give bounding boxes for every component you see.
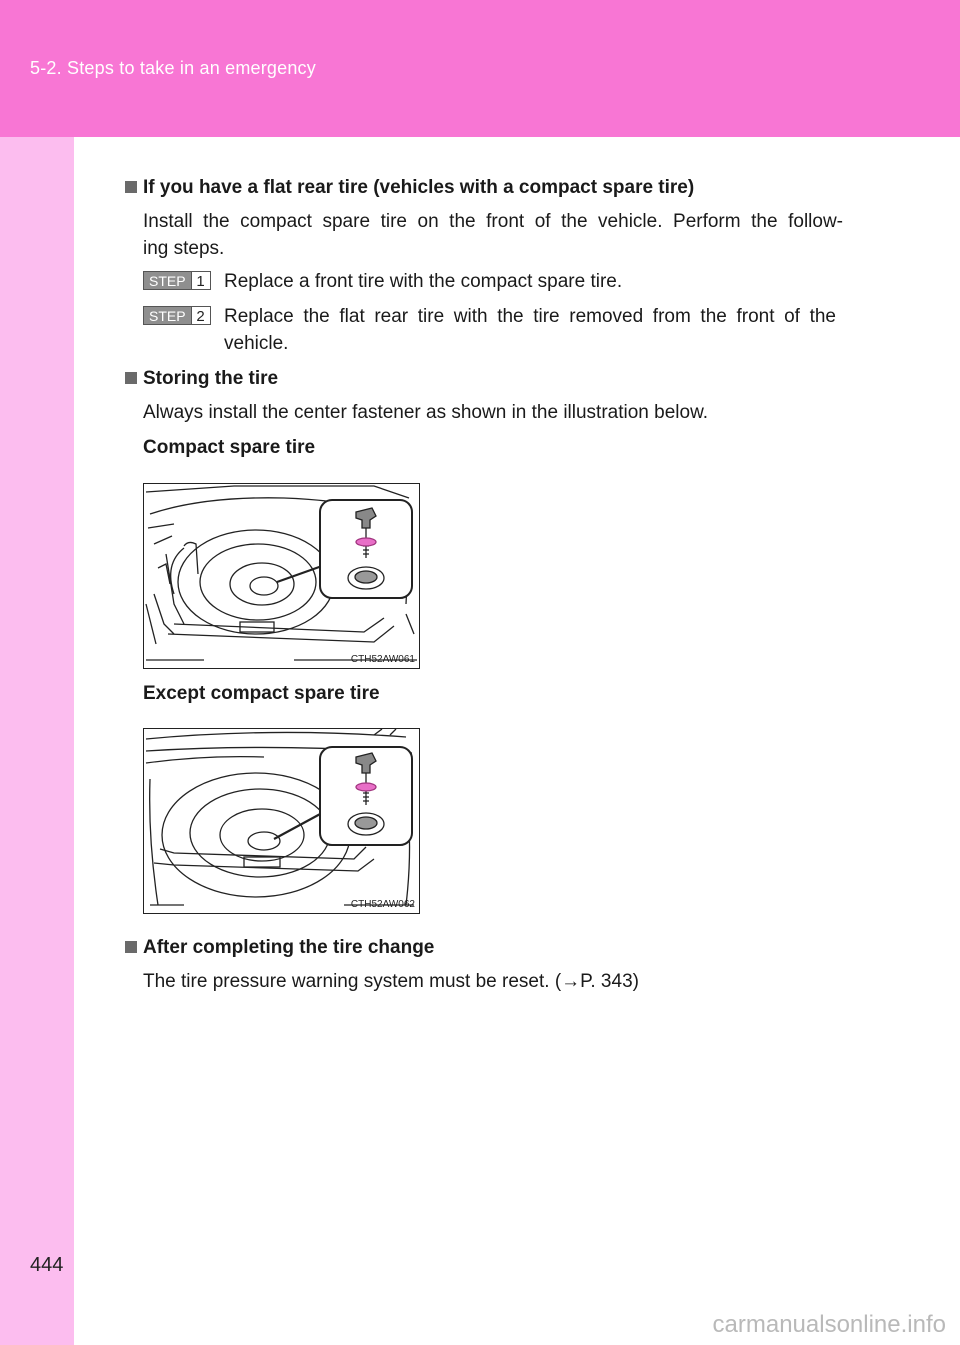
heading-flat-rear: If you have a flat rear tire (vehicles with a compact spare tire) xyxy=(125,174,694,201)
square-bullet-icon xyxy=(125,941,137,953)
square-bullet-icon xyxy=(125,372,137,384)
step-2-text-line1: Replace the flat rear tire with the tire removed from the front of the xyxy=(224,306,836,327)
storing-body: Always install the center fastener as shown in the illustration below. xyxy=(143,402,709,423)
step-label: STEP xyxy=(143,271,192,290)
compact-spare-label: Compact spare tire xyxy=(143,437,316,458)
except-compact-label: Except compact spare tire xyxy=(143,683,380,704)
heading-after-change: After completing the tire change xyxy=(125,934,434,961)
square-bullet-icon xyxy=(125,181,137,193)
heading-storing: Storing the tire xyxy=(125,365,278,392)
watermark: carmanualsonline.info xyxy=(712,1311,946,1338)
section-title: 5-2. Steps to take in an emergency xyxy=(30,58,316,78)
step-1-text: Replace a front tire with the compact spare tire. xyxy=(224,271,623,292)
step-badge-1 xyxy=(143,271,211,290)
trunk-illustration xyxy=(144,729,419,913)
step-number: 2 xyxy=(192,306,211,325)
trunk-illustration xyxy=(144,484,419,668)
after-change-body: The tire pressure warning system must be reset. (→P. 343) xyxy=(143,971,639,992)
flat-rear-body-line2: ing steps. xyxy=(143,238,225,259)
step-number: 1 xyxy=(192,271,211,290)
step-2-text-line2: vehicle. xyxy=(224,333,289,354)
figure-except-compact xyxy=(143,728,420,914)
step-badge-2 xyxy=(143,306,211,325)
flat-rear-body-line1: Install the compact spare tire on the front of the vehicle. Perform the follow- xyxy=(143,211,843,232)
side-bar xyxy=(0,137,74,1345)
figure-compact-spare xyxy=(143,483,420,669)
page-number: 444 xyxy=(30,1254,64,1276)
figure-code: CTH52AW061 xyxy=(350,654,415,665)
step-label: STEP xyxy=(143,306,192,325)
figure-code: CTH52AW062 xyxy=(350,899,415,910)
